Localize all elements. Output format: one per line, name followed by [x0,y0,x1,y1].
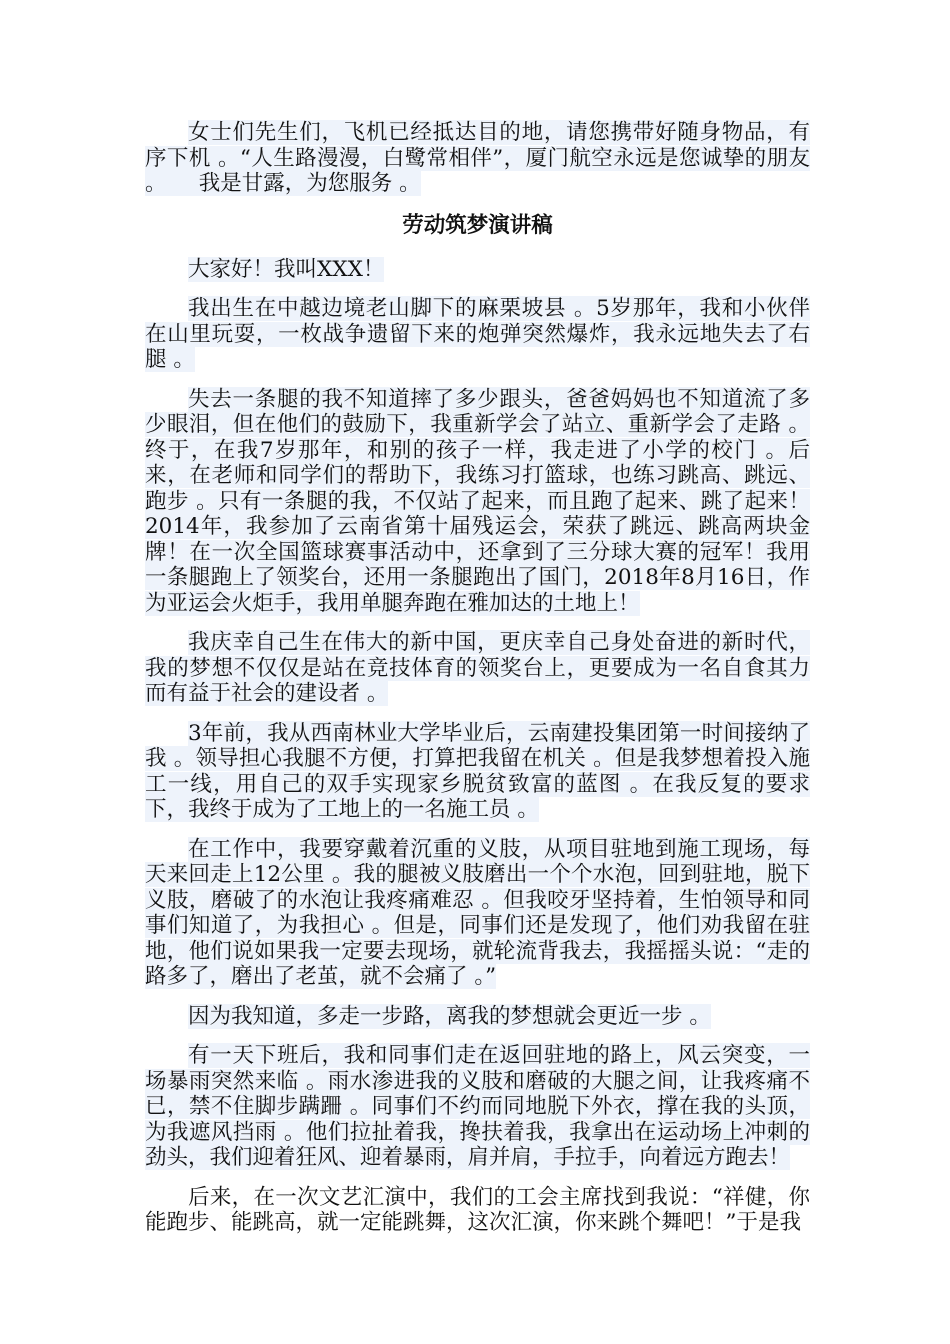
paragraph-step [145,1004,810,1030]
document-title: 劳动筑梦演讲稿 [402,212,553,238]
paragraph-birthplace [145,296,810,373]
paragraph-text: 3年前，我从西南林业大学毕业后，云南建投集团第一时间接纳了我 。领导担心我腿不方便，打算把我留在机关 。但是我梦想着投入施工一线，用自己的双手实现家乡脱贫致富的蓝图 。在我反复的要求下，我终于成为了工地上的一名施工员 。 [145,720,810,822]
paragraph-text: 我出生在中越边境老山脚下的麻栗坡县 。5岁那年，我和小伙伴在山里玩耍，一枚战争遗留下来的炮弹突然爆炸，我永远地失去了右腿 。 [145,296,810,372]
paragraph-greeting [145,257,810,283]
paragraph-text: 失去一条腿的我不知道摔了多少跟头，爸爸妈妈也不知道流了多少眼泪，但在他们的鼓励下，我重新学会了站立、重新学会了走路 。终于，在我7岁那年，和别的孩子一样，我走进了小学的校门 。后来，在老师和同学们的帮助下，我练习打篮球，也练习跳高、跳远、跑步 。只有一条腿的我，不仅站了起来，而且跑了起来、跳了起来！2014年，我参加了云南省第十届残运会，荣获了跳远、跳高两块金牌！在一次全国篮球赛事活动中，还拿到了三分球大赛的冠军！我用一条腿跑上了领奖台，还用一条腿跑出了国门，2018年8月16日，作为亚运会火炬手，我用单腿奔跑在雅加达的土地上！ [145,386,810,616]
paragraph-performance [145,1185,810,1236]
document-page [145,120,810,1236]
intro-paragraph-text: 女士们先生们，飞机已经抵达目的地，请您携带好随身物品，有序下机 。“人生路漫漫，白鹭常相伴”，厦门航空永远是您诚挚的朋友 。 我是甘露，为您服务 。 [145,120,810,196]
paragraph-dream [145,630,810,707]
paragraph-text: 后来，在一次文艺汇演中，我们的工会主席找到我说：“祥健，你能跑步、能跳高，就一定能跳舞，这次汇演，你来跳个舞吧！”于是我 [145,1184,810,1235]
paragraph-text: 我庆幸自己生在伟大的新中国，更庆幸自己身处奋进的新时代，我的梦想不仅仅是站在竞技体育的领奖台上，更要成为一名自食其力而有益于社会的建设者 。 [145,630,810,706]
paragraph-recovery [145,387,810,617]
intro-paragraph [145,120,810,197]
paragraph-storm [145,1043,810,1171]
paragraph-job [145,721,810,823]
paragraph-text: 因为我知道，多走一步路，离我的梦想就会更近一步 。 [188,1003,711,1029]
paragraph-text: 有一天下班后，我和同事们走在返回驻地的路上，风云突变，一场暴雨突然来临 。雨水渗进我的义肢和磨破的大腿之间，让我疼痛不已，禁不住脚步蹒跚 。同事们不约而同地脱下外衣，撑在我的头顶，为我遮风挡雨 。他们拉扯着我，搀扶着我，我拿出在运动场上冲刺的劲头，我们迎着狂风、迎着暴雨，肩并肩，手拉手，向着远方跑去！ [145,1043,810,1170]
paragraph-work [145,837,810,990]
paragraph-text: 在工作中，我要穿戴着沉重的义肢，从项目驻地到施工现场，每天来回走上12公里 。我的腿被义肢磨出一个个水泡，回到驻地，脱下义肢，磨破了的水泡让我疼痛难忍 。但我咬牙坚持着，生怕领导和同事们知道了，为我担心 。但是，同事们还是发现了，他们劝我留在驻地，他们说如果我一定要去现场，就轮流背我去，我摇摇头说：“走的路多了，磨出了老茧，就不会痛了 。” [145,836,810,989]
paragraph-text: 大家好！我叫XXX！ [188,256,385,282]
